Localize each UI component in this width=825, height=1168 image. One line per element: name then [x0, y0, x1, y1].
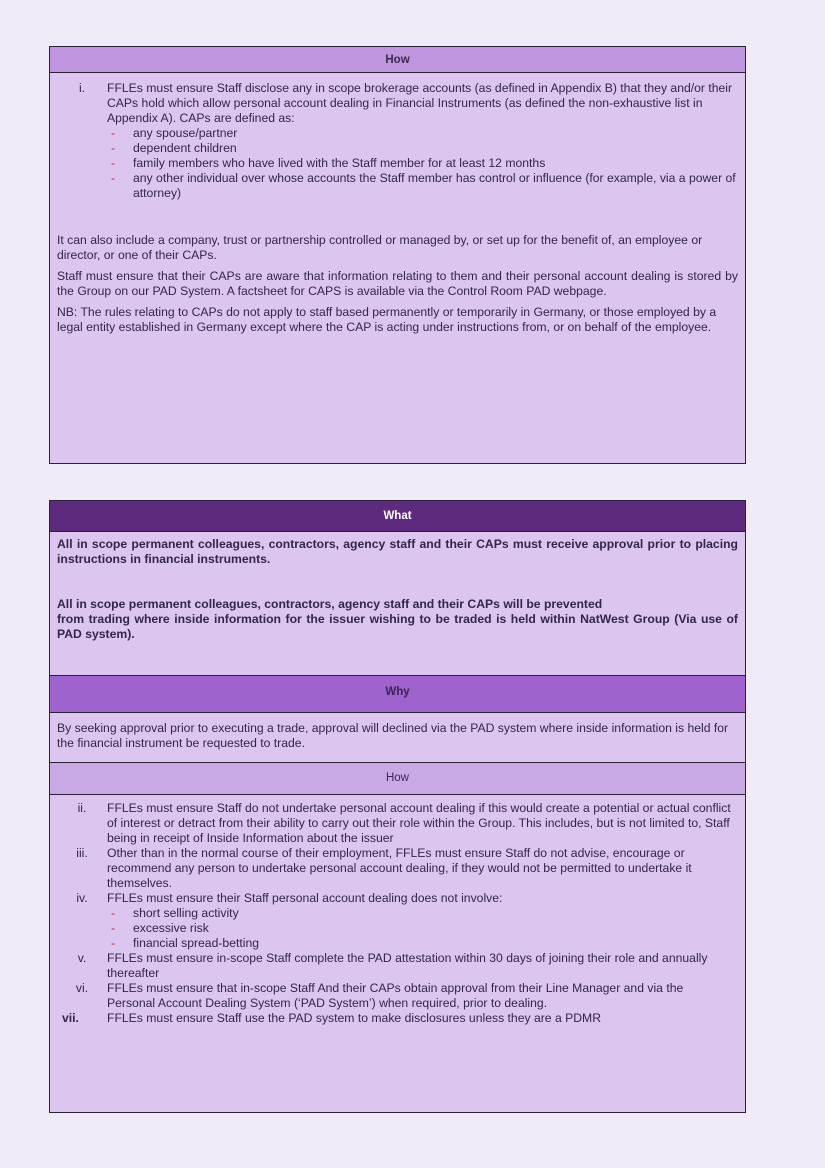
item-text: FFLEs must ensure their Staff personal account dealing does not involve: — [107, 891, 503, 905]
sub-item-text: any spouse/partner — [133, 126, 238, 140]
item-text: FFLEs must ensure that in-scope Staff And their CAPs obtain approval from their Line Manager and via the Personal Account Dealing System (‘PAD System’) when required, prior to dealing. — [107, 981, 684, 1010]
what-paragraph-prevented-b: from trading where inside information for the issuer wishing to be traded is held within NatWest Group (Via use of PAD system). — [57, 612, 738, 641]
sub-item-text: dependent children — [133, 141, 237, 155]
why-body — [50, 713, 745, 763]
list-item — [57, 81, 738, 126]
item-text: FFLEs must ensure Staff do not undertake personal account dealing if this would create a potential or actual conflict of interest or detract from their ability to carry out their role within the Group. This includes, but is not limited to, Staff being in receipt of Inside Information about the issuer — [107, 801, 731, 845]
item-number: i. — [78, 81, 86, 95]
paragraph-company: It can also include a company, trust or partnership controlled or managed by, or set up for the benefit of, an employee or director, or one of their CAPs. — [57, 233, 703, 262]
why-header: Why — [50, 676, 745, 713]
sub-item-text: excessive risk — [133, 921, 209, 935]
list-item — [57, 801, 738, 846]
dash-bullet: - — [111, 906, 116, 920]
dash-bullet: - — [111, 141, 116, 155]
sub-item — [57, 126, 738, 141]
sub-item-text: short selling activity — [133, 906, 239, 920]
item-number: ii. — [77, 801, 87, 815]
sub-item — [57, 141, 738, 156]
why-text: By seeking approval prior to executing a trade, approval will declined via the PAD system where inside information is held for the financial instrument be requested to trade. — [57, 721, 729, 750]
dash-bullet: - — [111, 126, 116, 140]
list-item — [57, 1011, 738, 1026]
how-header-2: How — [50, 763, 745, 795]
how-body-2 — [50, 795, 745, 1032]
item-text: FFLEs must ensure Staff use the PAD system to make disclosures unless they are a PDMR — [107, 1011, 602, 1025]
what-why-how-box — [49, 500, 746, 1113]
sub-item — [57, 921, 738, 936]
what-paragraph-approval: All in scope permanent colleagues, contractors, agency staff and their CAPs must receive approval prior to placing instructions in financial instruments. — [57, 537, 738, 566]
sub-item-text: financial spread-betting — [133, 936, 260, 950]
dash-bullet: - — [111, 156, 116, 170]
how-header: How — [50, 47, 745, 73]
paragraph-nb-germany: NB: The rules relating to CAPs do not apply to staff based permanently or temporarily in Germany, or those employed by a legal entity established in Germany except where the CAP is acting under instructions from, or on behalf of the employee. — [57, 305, 717, 334]
item-number: vi. — [75, 981, 89, 995]
list-item — [57, 981, 738, 1011]
item-text: FFLEs must ensure in-scope Staff complete the PAD attestation within 30 days of joining their role and annually thereafter — [107, 951, 708, 980]
how-section-box — [49, 46, 746, 464]
what-paragraph-prevented-a: All in scope permanent colleagues, contractors, agency staff and their CAPs will be prevented — [57, 597, 603, 611]
item-number: v. — [77, 951, 87, 965]
list-item — [57, 951, 738, 981]
item-number: vii. — [62, 1011, 79, 1025]
sub-item-text: family members who have lived with the Staff member for at least 12 months — [133, 156, 546, 170]
what-body — [50, 532, 745, 676]
dash-bullet: - — [111, 936, 116, 950]
paragraph-caps-aware: Staff must ensure that their CAPs are aware that information relating to them and their personal account dealing is stored by the Group on our PAD System. A factsheet for CAPS is available via the Control Room PAD webpage. — [57, 269, 738, 298]
sub-item — [57, 171, 738, 201]
sub-item — [57, 156, 738, 171]
sub-item — [57, 906, 738, 921]
list-item — [57, 891, 738, 906]
item-text: FFLEs must ensure Staff disclose any in scope brokerage accounts (as defined in Appendix B) that they and/or their CAPs hold which allow personal account dealing in Financial Instruments (as defined the non-exhaustive list in Appendix A). CAPs are defined as: — [107, 81, 733, 125]
sub-item-text: any other individual over whose accounts the Staff member has control or influence (for example, via a power of attorney) — [133, 171, 736, 200]
how-body — [50, 73, 745, 335]
dash-bullet: - — [111, 921, 116, 935]
dash-bullet: - — [111, 171, 116, 185]
what-header: What — [50, 501, 745, 532]
item-text: Other than in the normal course of their employment, FFLEs must ensure Staff do not advise, encourage or recommend any person to undertake personal account dealing, if they would not be permitted to undertake it themselves. — [107, 846, 692, 890]
list-item — [57, 846, 738, 891]
item-number: iii. — [76, 846, 88, 860]
sub-item — [57, 936, 738, 951]
item-number: iv. — [76, 891, 88, 905]
